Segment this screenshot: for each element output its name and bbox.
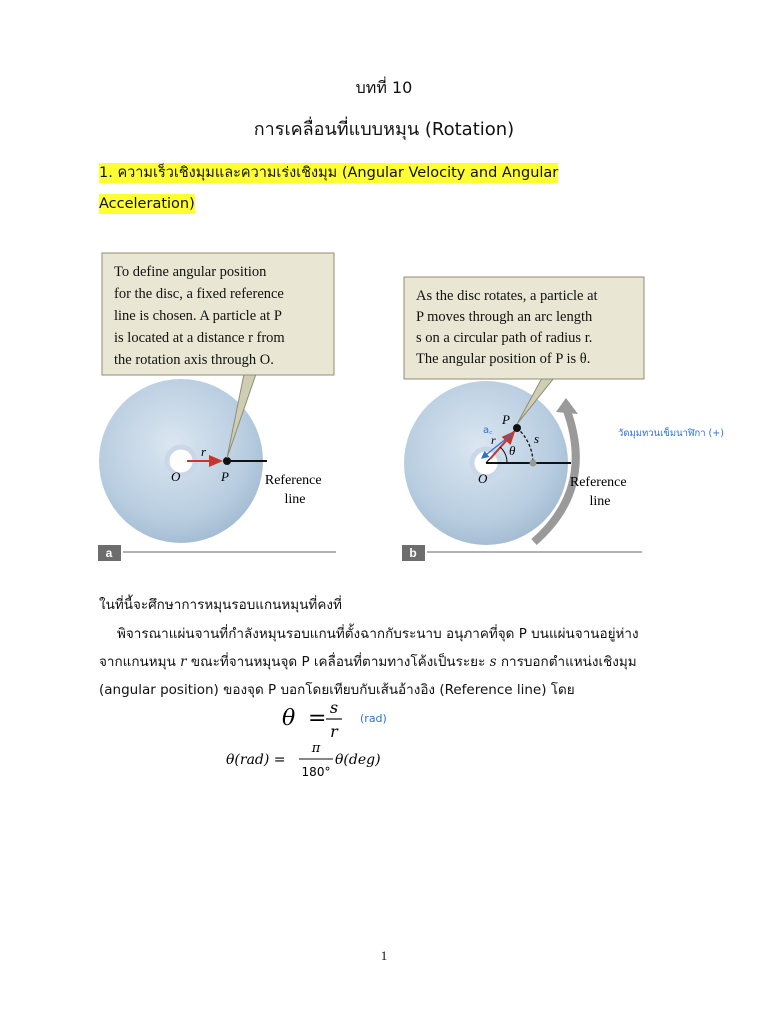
rotation-direction-arrowhead: [556, 398, 578, 414]
paragraph-line-1: พิจารณาแผ่นจานที่กำลังหมุนรอบแกนที่ตั้งฉากกับระนาบ อนุภาคที่จุด P บนแผ่นจานอยู่ห่าง: [117, 626, 639, 642]
callout-b-line-1: As the disc rotates, a particle at: [416, 288, 598, 304]
page-number: 1: [380, 948, 388, 963]
label-s-b: s: [534, 431, 540, 446]
equation-rad-deg-conversion: [224, 738, 424, 784]
chapter-number: บทที่ 10: [355, 78, 413, 97]
eq1-lhs: θ: [282, 706, 296, 731]
label-r-b: r: [491, 433, 496, 447]
chapter-title: การเคลื่อนที่แบบหมุน (Rotation): [253, 119, 515, 140]
callout-b-line-3: s on a circular path of radius r.: [416, 330, 593, 346]
label-p-a: P: [221, 469, 229, 484]
eq1-denominator: r: [330, 722, 338, 741]
line2-text-c: การบอกตำแหน่งเชิงมุม: [500, 654, 637, 670]
label-ac-handwritten: a꜀: [483, 425, 493, 436]
eq2-rhs: θ(deg): [335, 752, 381, 768]
equation-theta-s-over-r: [278, 696, 428, 742]
panel-b: [402, 277, 724, 561]
ref-line-a-line-2: line: [284, 492, 306, 507]
callout-a-line-3: line is chosen. A particle at P: [114, 308, 282, 324]
ref-line-b-line-1: Reference: [569, 475, 627, 490]
label-p-b: P: [502, 412, 510, 427]
label-o-b: O: [478, 471, 488, 486]
panel-a: [98, 253, 336, 561]
svg-text:Reference line: [265, 473, 325, 507]
label-o-a: O: [171, 469, 181, 484]
paragraph-line-2: [99, 648, 669, 676]
svg-text:To define angular position: [114, 264, 288, 368]
paragraph-angular-position: [99, 620, 669, 704]
callout-a-line-5: the rotation axis through O.: [114, 352, 274, 368]
rotation-figure: [96, 248, 724, 568]
initial-position-b: [530, 460, 537, 467]
direction-handwritten-note: วัดมุมทวนเข็มนาฬิกา (+): [618, 428, 724, 439]
callout-b-line-2: P moves through an arc length: [416, 309, 593, 325]
ref-line-a-line-1: Reference: [264, 473, 322, 488]
eq2-denominator: 180°: [301, 765, 331, 779]
panel-a-tag-label: a: [105, 546, 113, 560]
label-theta-b: θ: [509, 443, 516, 458]
ref-line-b-line-2: line: [589, 494, 611, 509]
eq2-lhs: θ(rad) =: [226, 752, 286, 768]
eq2-numerator: π: [311, 741, 321, 756]
label-r-a: r: [201, 444, 207, 459]
section-heading: [99, 158, 609, 220]
line2-text-a: จากแกนหมุน: [99, 654, 176, 670]
callout-a-line-2: for the disc, a fixed reference: [114, 286, 284, 302]
callout-b-line-4: The angular position of P is θ.: [416, 351, 591, 367]
section-heading-text: 1. ความเร็วเชิงมุมและความเร่งเชิงมุม (Angular Velocity and Angular Acceleration): [99, 165, 559, 212]
paragraph-intro: ในที่นี้จะศึกษาการหมุนรอบแกนหมุนที่คงที่: [99, 597, 342, 613]
panel-b-tag-label: b: [409, 546, 417, 560]
callout-a-line-1: To define angular position: [114, 264, 267, 280]
eq1-equals: =: [308, 706, 327, 731]
line2-text-b: ขณะที่จานหมุนจุด P เคลื่อนที่ตามทางโค้งเป็นระยะ: [190, 654, 486, 670]
eq1-numerator: s: [329, 698, 339, 717]
particle-p-b: [513, 424, 521, 432]
eq1-handwritten-unit: (rad): [360, 712, 387, 725]
line2-var-s: s: [489, 654, 497, 670]
callout-a-line-4: is located at a distance r from: [114, 330, 285, 346]
particle-p-a: [223, 457, 231, 465]
line2-var-r: r: [180, 654, 187, 670]
paragraph-line-3: (angular position) ของจุด P บอกโดยเทียบกับเส้นอ้างอิง (Reference line) โดย: [99, 682, 575, 698]
svg-text:Reference line: [570, 475, 630, 509]
